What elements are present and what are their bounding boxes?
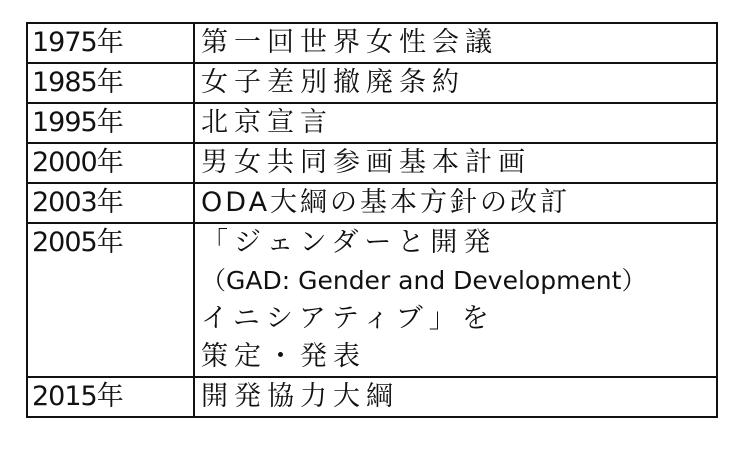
year-cell: 1975年: [27, 23, 194, 63]
table-row: [27, 143, 717, 183]
table-row: [27, 103, 717, 143]
year-cell: 2003年: [27, 183, 194, 223]
year-cell: 1995年: [27, 103, 194, 143]
event-cell-multiline: [194, 223, 717, 377]
year-cell: 2005年: [27, 223, 194, 377]
table-row: [27, 223, 717, 377]
table-row: [27, 63, 717, 103]
table-row: [27, 377, 717, 417]
event-cell: 男女共同参画基本計画: [194, 143, 717, 183]
event-cell: 開発協力大綱: [194, 377, 717, 417]
event-cell: 第一回世界女性会議: [194, 23, 717, 63]
event-line: イニシアティブ」を: [201, 303, 495, 334]
event-cell: 北京宣言: [194, 103, 717, 143]
year-cell: 2000年: [27, 143, 194, 183]
table-row: [27, 23, 717, 63]
event-line: 「ジェンダーと開発: [201, 227, 497, 258]
year-cell: 2015年: [27, 377, 194, 417]
event-cell: 女子差別撤廃条約: [194, 63, 717, 103]
event-line: 策定・発表: [201, 341, 366, 372]
table-row: [27, 183, 717, 223]
event-cell: ODA大綱の基本方針の改訂: [194, 183, 717, 223]
event-line: （GAD: Gender and Development）: [201, 266, 647, 295]
year-cell: 1985年: [27, 63, 194, 103]
timeline-table: [26, 22, 718, 418]
timeline-table-container: [26, 22, 716, 418]
